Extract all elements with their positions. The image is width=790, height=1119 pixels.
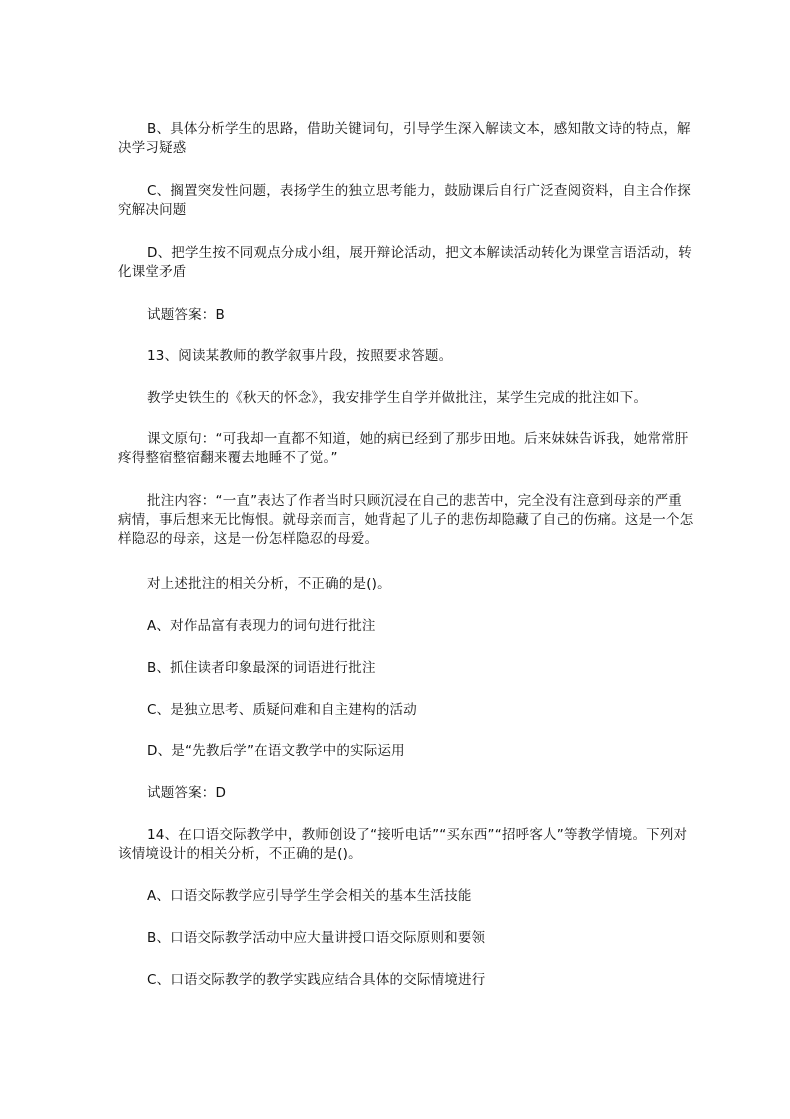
question-13-annotation: 批注内容：“一直”表达了作者当时只顾沉浸在自己的悲苦中，完全没有注意到母亲的严重病情，事后想来无比悔恨。就母亲而言，她背起了儿子的悲伤却隐藏了自己的伤痛。这是一个怎样隐忍的母亲，这是一份怎样隐忍的母爱。 bbox=[118, 493, 694, 547]
option-d-q13: D、是“先教后学”在语文教学中的实际运用 bbox=[147, 743, 405, 759]
option-b-q13: B、抓住读者印象最深的词语进行批注 bbox=[147, 660, 376, 676]
option-c-q14: C、口语交际教学的教学实践应结合具体的交际情境进行 bbox=[147, 972, 486, 988]
question-13-original-text: 课文原句：“可我却一直都不知道，她的病已经到了那步田地。后来妹妹告诉我，她常常肝疼得整宿整宿翻来覆去地睡不了觉。” bbox=[118, 431, 689, 466]
option-b-q12: B、具体分析学生的思路，借助关键词句，引导学生深入解读文本，感知散文诗的特点，解决学习疑惑 bbox=[118, 121, 691, 156]
option-d-q12: D、把学生按不同观点分成小组，展开辩论活动，把文本解读活动转化为课堂言语活动，转化课堂矛盾 bbox=[118, 245, 692, 280]
answer-q12: 试题答案：B bbox=[147, 307, 225, 323]
question-14: 14、在口语交际教学中，教师创设了“接听电话”“买东西”“招呼客人”等教学情境。下列对该情境设计的相关分析，不正确的是()。 bbox=[118, 827, 688, 862]
option-a-q13: A、对作品富有表现力的词句进行批注 bbox=[147, 618, 376, 634]
question-13-context: 教学史铁生的《秋天的怀念》，我安排学生自学并做批注，某学生完成的批注如下。 bbox=[147, 390, 648, 406]
answer-q13: 试题答案：D bbox=[147, 785, 227, 801]
option-b-q14: B、口语交际教学活动中应大量讲授口语交际原则和要领 bbox=[147, 930, 486, 946]
question-13-prompt: 对上述批注的相关分析，不正确的是()。 bbox=[147, 576, 391, 592]
option-c-q12: C、搁置突发性问题，表扬学生的独立思考能力，鼓励课后自行广泛查阅资料，自主合作探究解决问题 bbox=[118, 183, 691, 218]
option-c-q13: C、是独立思考、质疑问难和自主建构的活动 bbox=[147, 702, 417, 718]
option-a-q14: A、口语交际教学应引导学生学会相关的基本生活技能 bbox=[147, 888, 472, 904]
question-13: 13、阅读某教师的教学叙事片段，按照要求答题。 bbox=[147, 348, 453, 364]
